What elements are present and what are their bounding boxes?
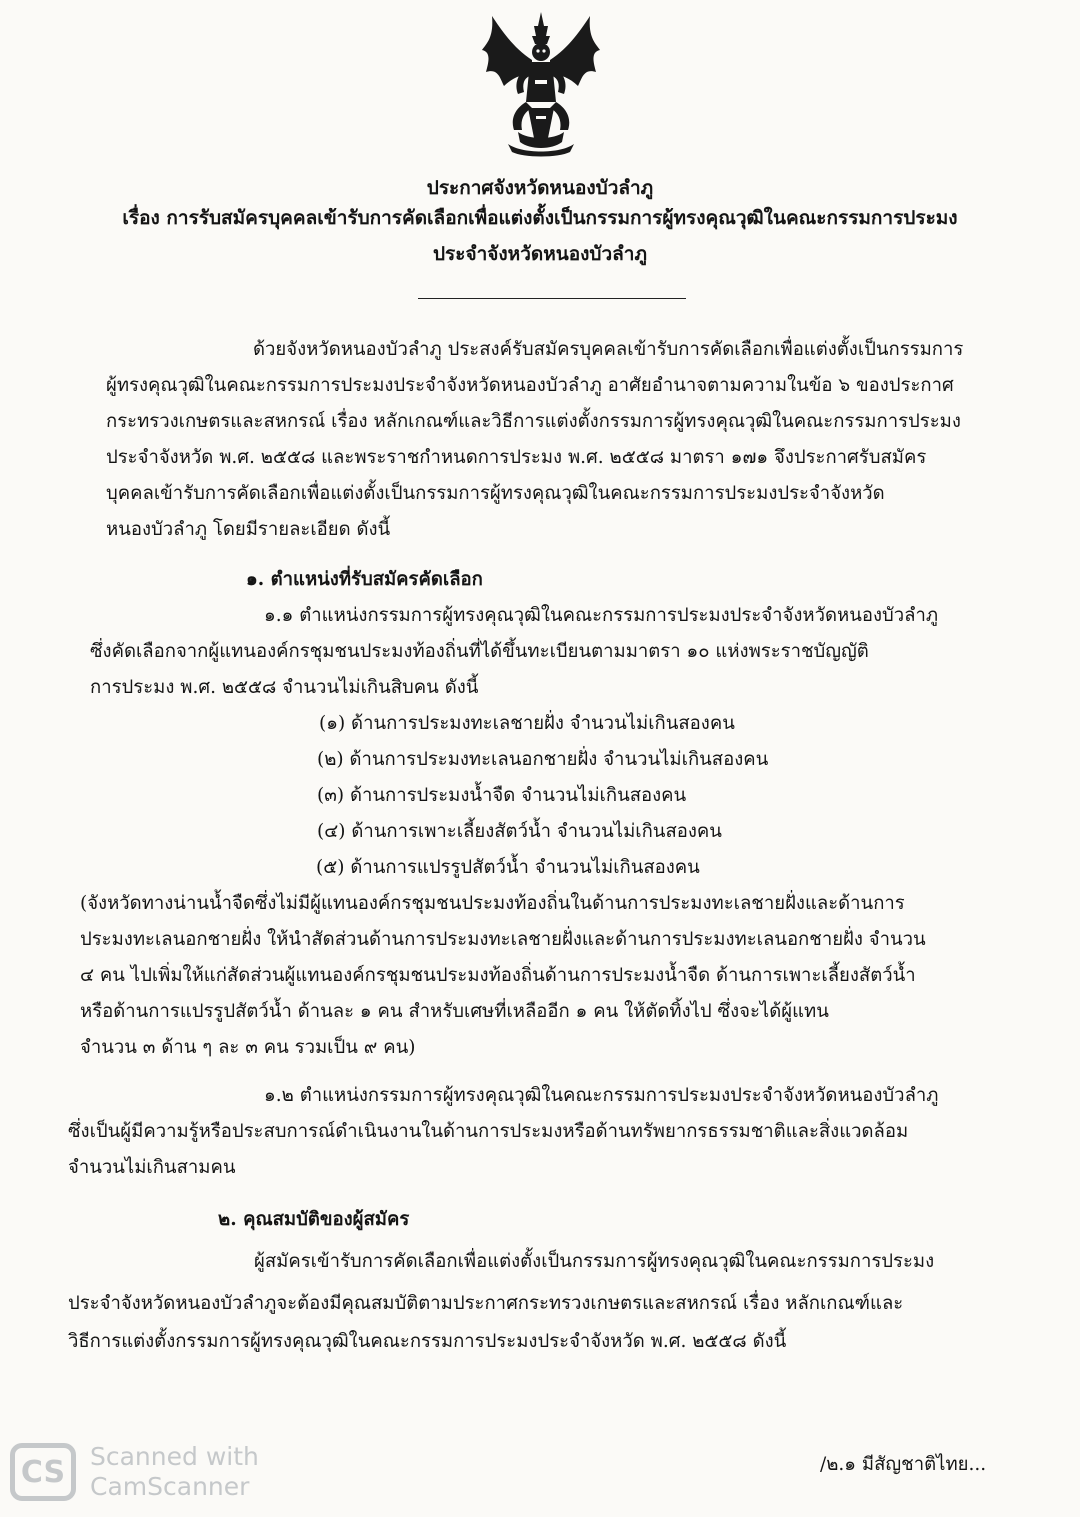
section-1-2-line: ซึ่งเป็นผู้มีความรู้หรือประสบการณ์ดำเนินงานในด้านการประมงหรือด้านทรัพยากรธรรมชาติและสิ่งแวดล้อม [68,1121,909,1142]
list-item: (๑) ด้านการประมงทะเลชายฝั่ง จำนวนไม่เกินสองคน [319,713,735,734]
section-1-2-line: ๑.๒ ตำแหน่งกรรมการผู้ทรงคุณวุฒิในคณะกรรมการประมงประจำจังหวัดหนองบัวลำภู [264,1085,939,1106]
intro-line: ประจำจังหวัด พ.ศ. ๒๕๕๘ และพระราชกำหนดการประมง พ.ศ. ๒๕๕๘ มาตรา ๑๗๑ จึงประกาศรับสมัคร [106,447,927,468]
camscanner-text [90,1442,259,1502]
intro-line: หนองบัวลำภู โดยมีรายละเอียด ดังนี้ [106,519,391,540]
section-1-1-line: ซึ่งคัดเลือกจากผู้แทนองค์กรชุมชนประมงท้องถิ่นที่ได้ขึ้นทะเบียนตามมาตรา ๑๐ แห่งพระราชบัญญัติ [90,641,869,662]
intro-line: กระทรวงเกษตรและสหกรณ์ เรื่อง หลักเกณฑ์และวิธีการแต่งตั้งกรรมการผู้ทรงคุณวุฒิในคณะกรรมการประมง [106,411,961,432]
note-line: ๔ คน ไปเพิ่มให้แก่สัดส่วนผู้แทนองค์กรชุมชนประมงท้องถิ่นด้านการประมงน้ำจืด ด้านการเพาะเลี้ยงสัตว์น้ำ [80,965,916,986]
intro-line: ผู้ทรงคุณวุฒิในคณะกรรมการประมงประจำจังหวัดหนองบัวลำภู อาศัยอำนาจตามความในข้อ ๖ ของประกาศ [106,375,954,396]
document-subject-line-1: เรื่อง การรับสมัครบุคคลเข้ารับการคัดเลือกเพื่อแต่งตั้งเป็นกรรมการผู้ทรงคุณวุฒิในคณะกรรมการประมง [122,207,958,229]
section-1-2-line: จำนวนไม่เกินสามคน [68,1157,236,1178]
watermark-line-1: Scanned with [90,1442,259,1471]
camscanner-logo-icon: CS [10,1443,76,1501]
next-page-marker: /๒.๑ มีสัญชาติไทย... [820,1454,987,1475]
section-1-1-line: ๑.๑ ตำแหน่งกรรมการผู้ทรงคุณวุฒิในคณะกรรมการประมงประจำจังหวัดหนองบัวลำภู [264,605,939,626]
header-divider [418,298,686,299]
camscanner-watermark [10,1440,259,1504]
watermark-line-2: CamScanner [90,1472,250,1501]
section-2-heading: ๒. คุณสมบัติของผู้สมัคร [218,1209,410,1230]
section-2-line: ประจำจังหวัดหนองบัวลำภูจะต้องมีคุณสมบัติตามประกาศกระทรวงเกษตรและสหกรณ์ เรื่อง หลักเกณฑ์และ [68,1293,904,1314]
note-line: (จังหวัดทางน่านน้ำจืดซึ่งไม่มีผู้แทนองค์กรชุมชนประมงท้องถิ่นในด้านการประมงทะเลชายฝั่งและด้านการ [80,893,905,914]
list-item: (๓) ด้านการประมงน้ำจืด จำนวนไม่เกินสองคน [317,785,687,806]
list-item: (๔) ด้านการเพาะเลี้ยงสัตว์น้ำ จำนวนไม่เกินสองคน [317,821,722,842]
section-1-1-line: การประมง พ.ศ. ๒๕๕๘ จำนวนไม่เกินสิบคน ดังนี้ [90,677,479,698]
list-item: (๒) ด้านการประมงทะเลนอกชายฝั่ง จำนวนไม่เกินสองคน [317,749,769,770]
section-2-line: ผู้สมัครเข้ารับการคัดเลือกเพื่อแต่งตั้งเป็นกรรมการผู้ทรงคุณวุฒิในคณะกรรมการประมง [254,1251,935,1272]
section-2-line: วิธีการแต่งตั้งกรรมการผู้ทรงคุณวุฒิในคณะกรรมการประมงประจำจังหวัด พ.ศ. ๒๕๕๘ ดังนี้ [68,1331,787,1352]
intro-line: บุคคลเข้ารับการคัดเลือกเพื่อแต่งตั้งเป็นกรรมการผู้ทรงคุณวุฒิในคณะกรรมการประมงประจำจังหวัด [106,483,885,504]
list-item: (๕) ด้านการแปรรูปสัตว์น้ำ จำนวนไม่เกินสองคน [316,857,700,878]
note-line: จำนวน ๓ ด้าน ๆ ละ ๓ คน รวมเป็น ๙ คน) [80,1037,416,1058]
document-subject-line-2: ประจำจังหวัดหนองบัวลำภู [433,243,647,265]
document-title: ประกาศจังหวัดหนองบัวลำภู [426,177,654,199]
intro-line: ด้วยจังหวัดหนองบัวลำภู ประสงค์รับสมัครบุคคลเข้ารับการคัดเลือกเพื่อแต่งตั้งเป็นกรรมการ [253,339,964,360]
note-line: ประมงทะเลนอกชายฝั่ง ให้นำสัดส่วนด้านการประมงทะเลชายฝั่งและด้านการประมงทะเลนอกชายฝั่ง จำนวน [80,929,926,950]
garuda-emblem-icon [478,8,604,158]
section-1-heading: ๑. ตำแหน่งที่รับสมัครคัดเลือก [246,569,483,590]
note-line: หรือด้านการแปรรูปสัตว์น้ำ ด้านละ ๑ คน สำหรับเศษที่เหลืออีก ๑ คน ให้ตัดทิ้งไป ซึ่งจะได้ผู้แทน [80,1001,829,1022]
